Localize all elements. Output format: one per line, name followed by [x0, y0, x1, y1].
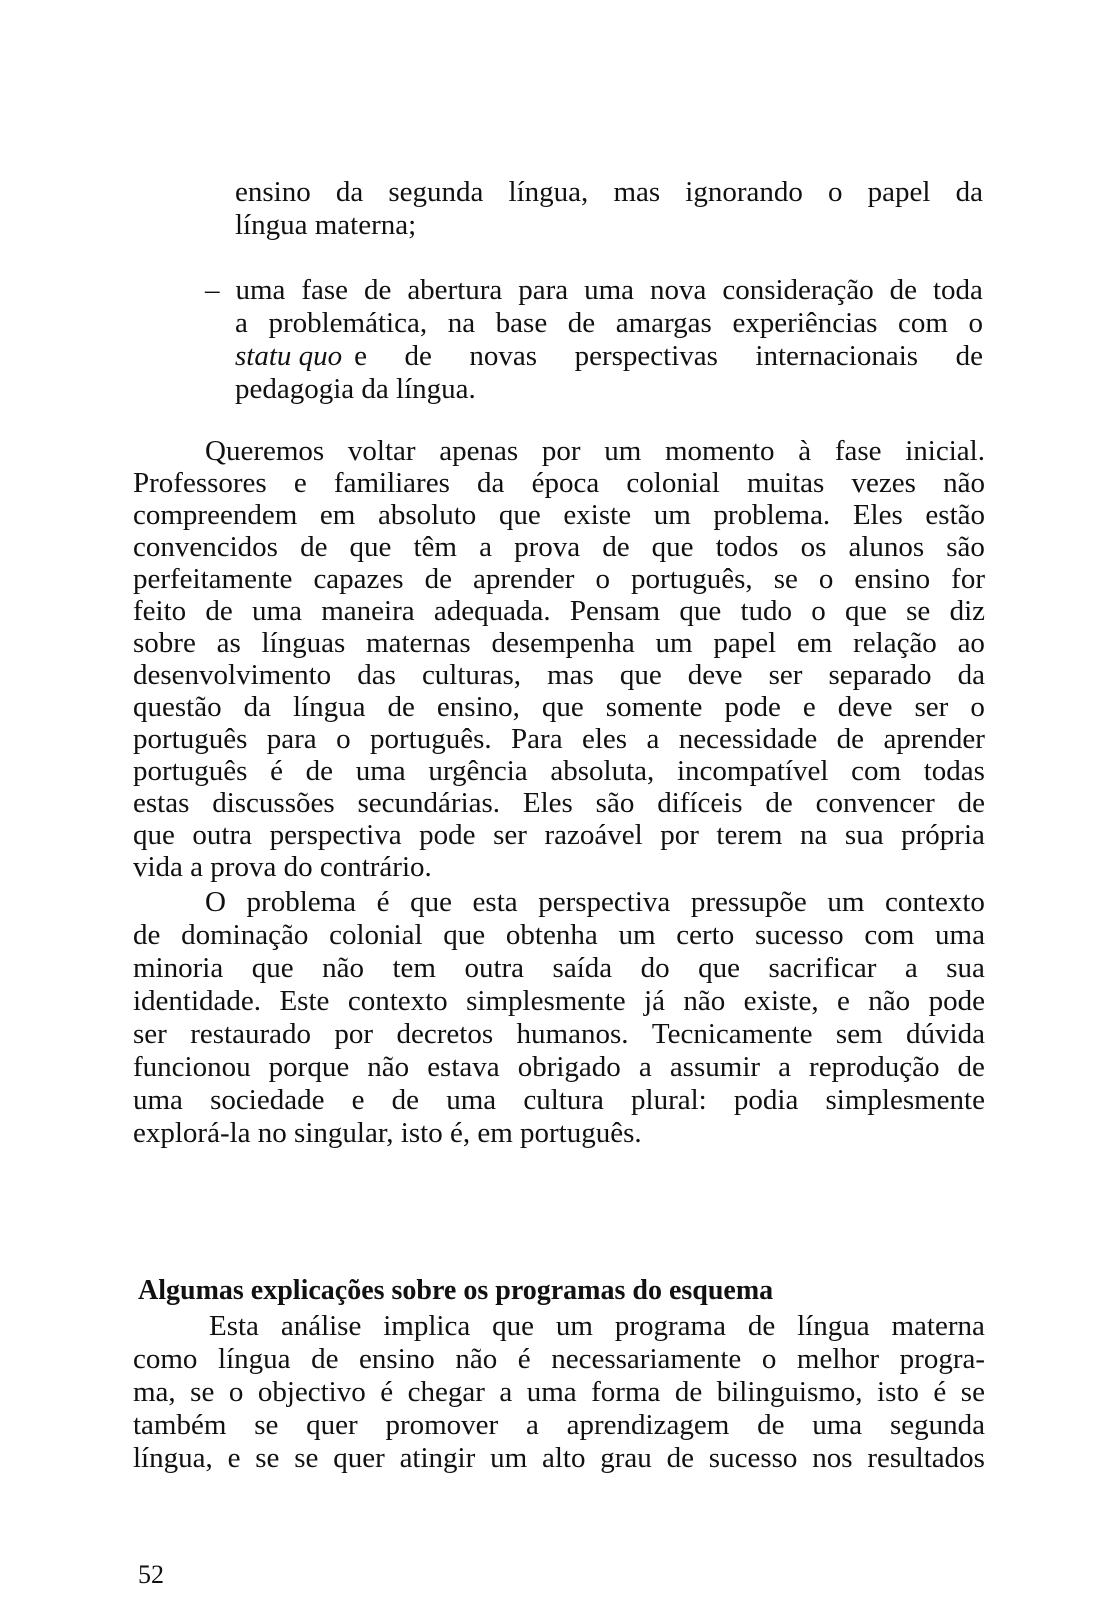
paragraph-line: identidade. Este contexto simplesmente já não existe, e não pode: [133, 985, 985, 1017]
paragraph-line: Esta análise implica que um programa de língua materna: [209, 1310, 985, 1342]
bullet-line-with-term: [235, 340, 983, 372]
paragraph-line: Professores e familiares da época colonial muitas vezes não: [133, 467, 985, 499]
paragraph-line: desenvolvimento das culturas, mas que deve ser separado da: [133, 659, 985, 691]
paragraph-line: sobre as línguas maternas desempenha um papel em relação ao: [133, 627, 985, 659]
paragraph-1: [133, 435, 985, 895]
paragraph-line: perfeitamente capazes de aprender o português, se o ensino for: [133, 563, 985, 595]
intro-line: ensino da segunda língua, mas ignorando o papel da: [235, 176, 983, 208]
paragraph-line: questão da língua de ensino, que somente pode e deve ser o: [133, 691, 985, 723]
italic-term: statu quo: [235, 340, 343, 372]
paragraph-line: que outra perspectiva pode ser razoável por terem na sua própria: [133, 819, 985, 851]
paragraph-line: estas discussões secundárias. Eles são difíceis de convencer de: [133, 787, 985, 819]
paragraph-line: língua, e se se quer atingir um alto grau de sucesso nos resultados: [133, 1442, 985, 1474]
paragraph-line: O problema é que esta perspectiva pressupõe um contexto: [205, 886, 985, 918]
page-number: 52: [138, 1560, 164, 1589]
paragraph-line: ser restaurado por decretos humanos. Tecnicamente sem dúvida: [133, 1018, 985, 1050]
paragraph-line: minoria que não tem outra saída do que sacrificar a sua: [133, 952, 985, 984]
paragraph-line: compreendem em absoluto que existe um problema. Eles estão: [133, 499, 985, 531]
bullet-line: pedagogia da língua.: [235, 373, 476, 405]
paragraph-line: explorá-la no singular, isto é, em português.: [133, 1117, 642, 1149]
paragraph-2: [133, 886, 985, 1156]
paragraph-line: convencidos de que têm a prova de que todos os alunos são: [133, 531, 985, 563]
paragraph-line: de dominação colonial que obtenha um certo sucesso com uma: [133, 919, 985, 951]
paragraph-line: português para o português. Para eles a necessidade de aprender: [133, 723, 985, 755]
paragraph-line: como língua de ensino não é necessariamente o melhor progra-: [133, 1343, 985, 1375]
paragraph-line: também se quer promover a aprendizagem de uma segunda: [133, 1409, 985, 1441]
paragraph-line: uma sociedade e de uma cultura plural: podia simplesmente: [133, 1084, 985, 1116]
intro-line: língua materna;: [235, 209, 417, 241]
bullet-line-rest: e de novas perspectivas internacionais de: [354, 340, 983, 372]
section-heading: Algumas explicações sobre os programas do esquema: [138, 1275, 774, 1306]
paragraph-line: feito de uma maneira adequada. Pensam que tudo o que se diz: [133, 595, 985, 627]
bullet-line: – uma fase de abertura para uma nova consideração de toda: [205, 274, 983, 306]
bullet-item: [205, 274, 983, 414]
bullet-line: a problemática, na base de amargas experiências com o: [235, 307, 983, 339]
paragraph-line: vida a prova do contrário.: [133, 851, 432, 883]
paragraph-line: Queremos voltar apenas por um momento à fase inicial.: [205, 435, 985, 467]
paragraph-line: ma, se o objectivo é chegar a uma forma de bilinguismo, isto é se: [133, 1376, 985, 1408]
intro-block: [235, 176, 983, 246]
paragraph-line: português é de uma urgência absoluta, incompatível com todas: [133, 755, 985, 787]
paragraph-3: [133, 1310, 985, 1480]
paragraph-line: funcionou porque não estava obrigado a assumir a reprodução de: [133, 1051, 985, 1083]
